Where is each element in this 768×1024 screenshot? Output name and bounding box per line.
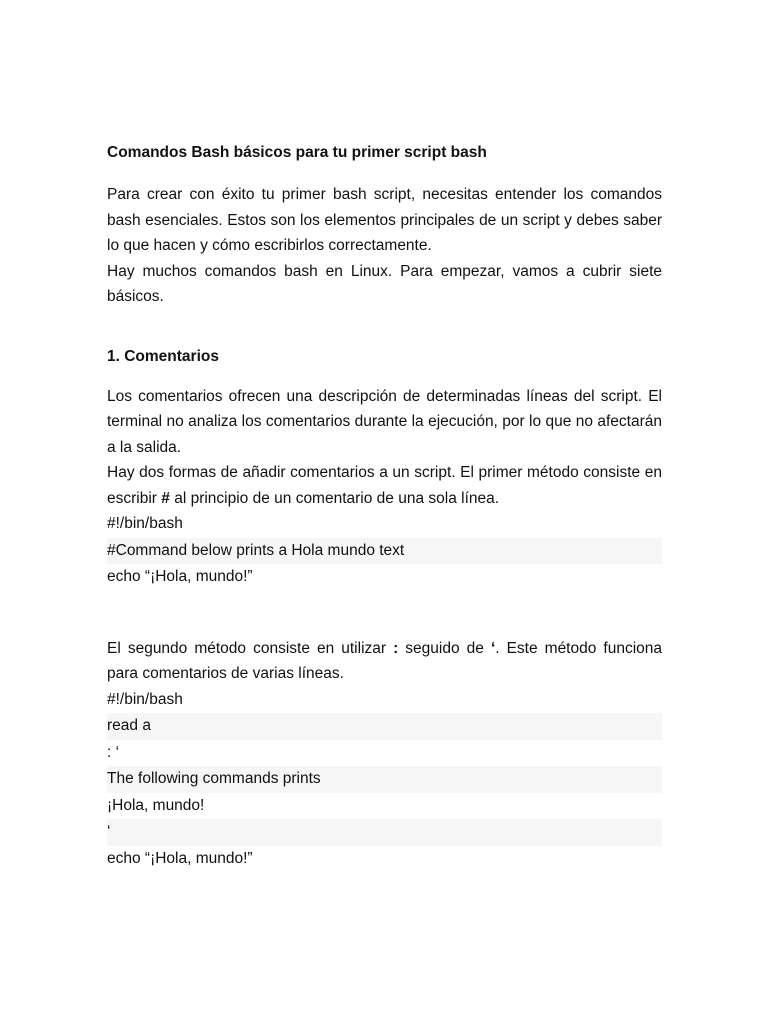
code-line: read a — [107, 713, 662, 740]
code-line: : ‘ — [107, 743, 120, 761]
text-run: . Este método funciona para comentarios de varias líneas. — [107, 639, 662, 682]
document-content — [107, 140, 662, 872]
comentarios-paragraph-2 — [107, 460, 662, 511]
code-line: The following commands prints — [107, 766, 662, 793]
intro-paragraph-2: Hay muchos comandos bash en Linux. Para empezar, vamos a cubrir siete básicos. — [107, 262, 662, 305]
quote-symbol: ‘ — [490, 639, 496, 657]
text-run: Hay dos formas de añadir comentarios a un script. El primer método consiste en escribir — [107, 464, 662, 507]
document-title: Comandos Bash básicos para tu primer script bash — [107, 144, 487, 161]
intro-paragraph-1: Para crear con éxito tu primer bash script, necesitas entender los comandos bash esenciales. Estos son los elementos principales de un script y debes saber lo que hacen y cómo escribirlos correctamente. — [107, 186, 662, 254]
section-heading-comentarios: 1. Comentarios — [107, 347, 219, 365]
text-run: al principio de un comentario de una sola línea. — [169, 489, 500, 507]
code-line: #Command below prints a Hola mundo text — [107, 538, 662, 565]
text-run: El segundo método consiste en utilizar — [107, 639, 394, 657]
code-line: echo “¡Hola, mundo!” — [107, 849, 253, 867]
code-block-single-line-comment — [107, 511, 662, 591]
code-line: ¡Hola, mundo! — [107, 796, 205, 814]
comentarios-paragraph-3 — [107, 636, 662, 687]
colon-symbol: : — [393, 639, 399, 657]
code-line: #!/bin/bash — [107, 515, 183, 532]
code-line: #!/bin/bash — [107, 690, 183, 708]
code-line: ‘ — [107, 819, 662, 846]
text-run: seguido de — [398, 639, 491, 657]
hash-symbol: # — [161, 489, 170, 507]
code-block-multi-line-comment — [107, 687, 662, 873]
comentarios-paragraph-1: Los comentarios ofrecen una descripción de determinadas líneas del script. El terminal no analiza los comentarios durante la ejecución, por lo que no afectarán a la salida. — [107, 387, 662, 456]
code-line: echo “¡Hola, mundo!” — [107, 568, 253, 585]
